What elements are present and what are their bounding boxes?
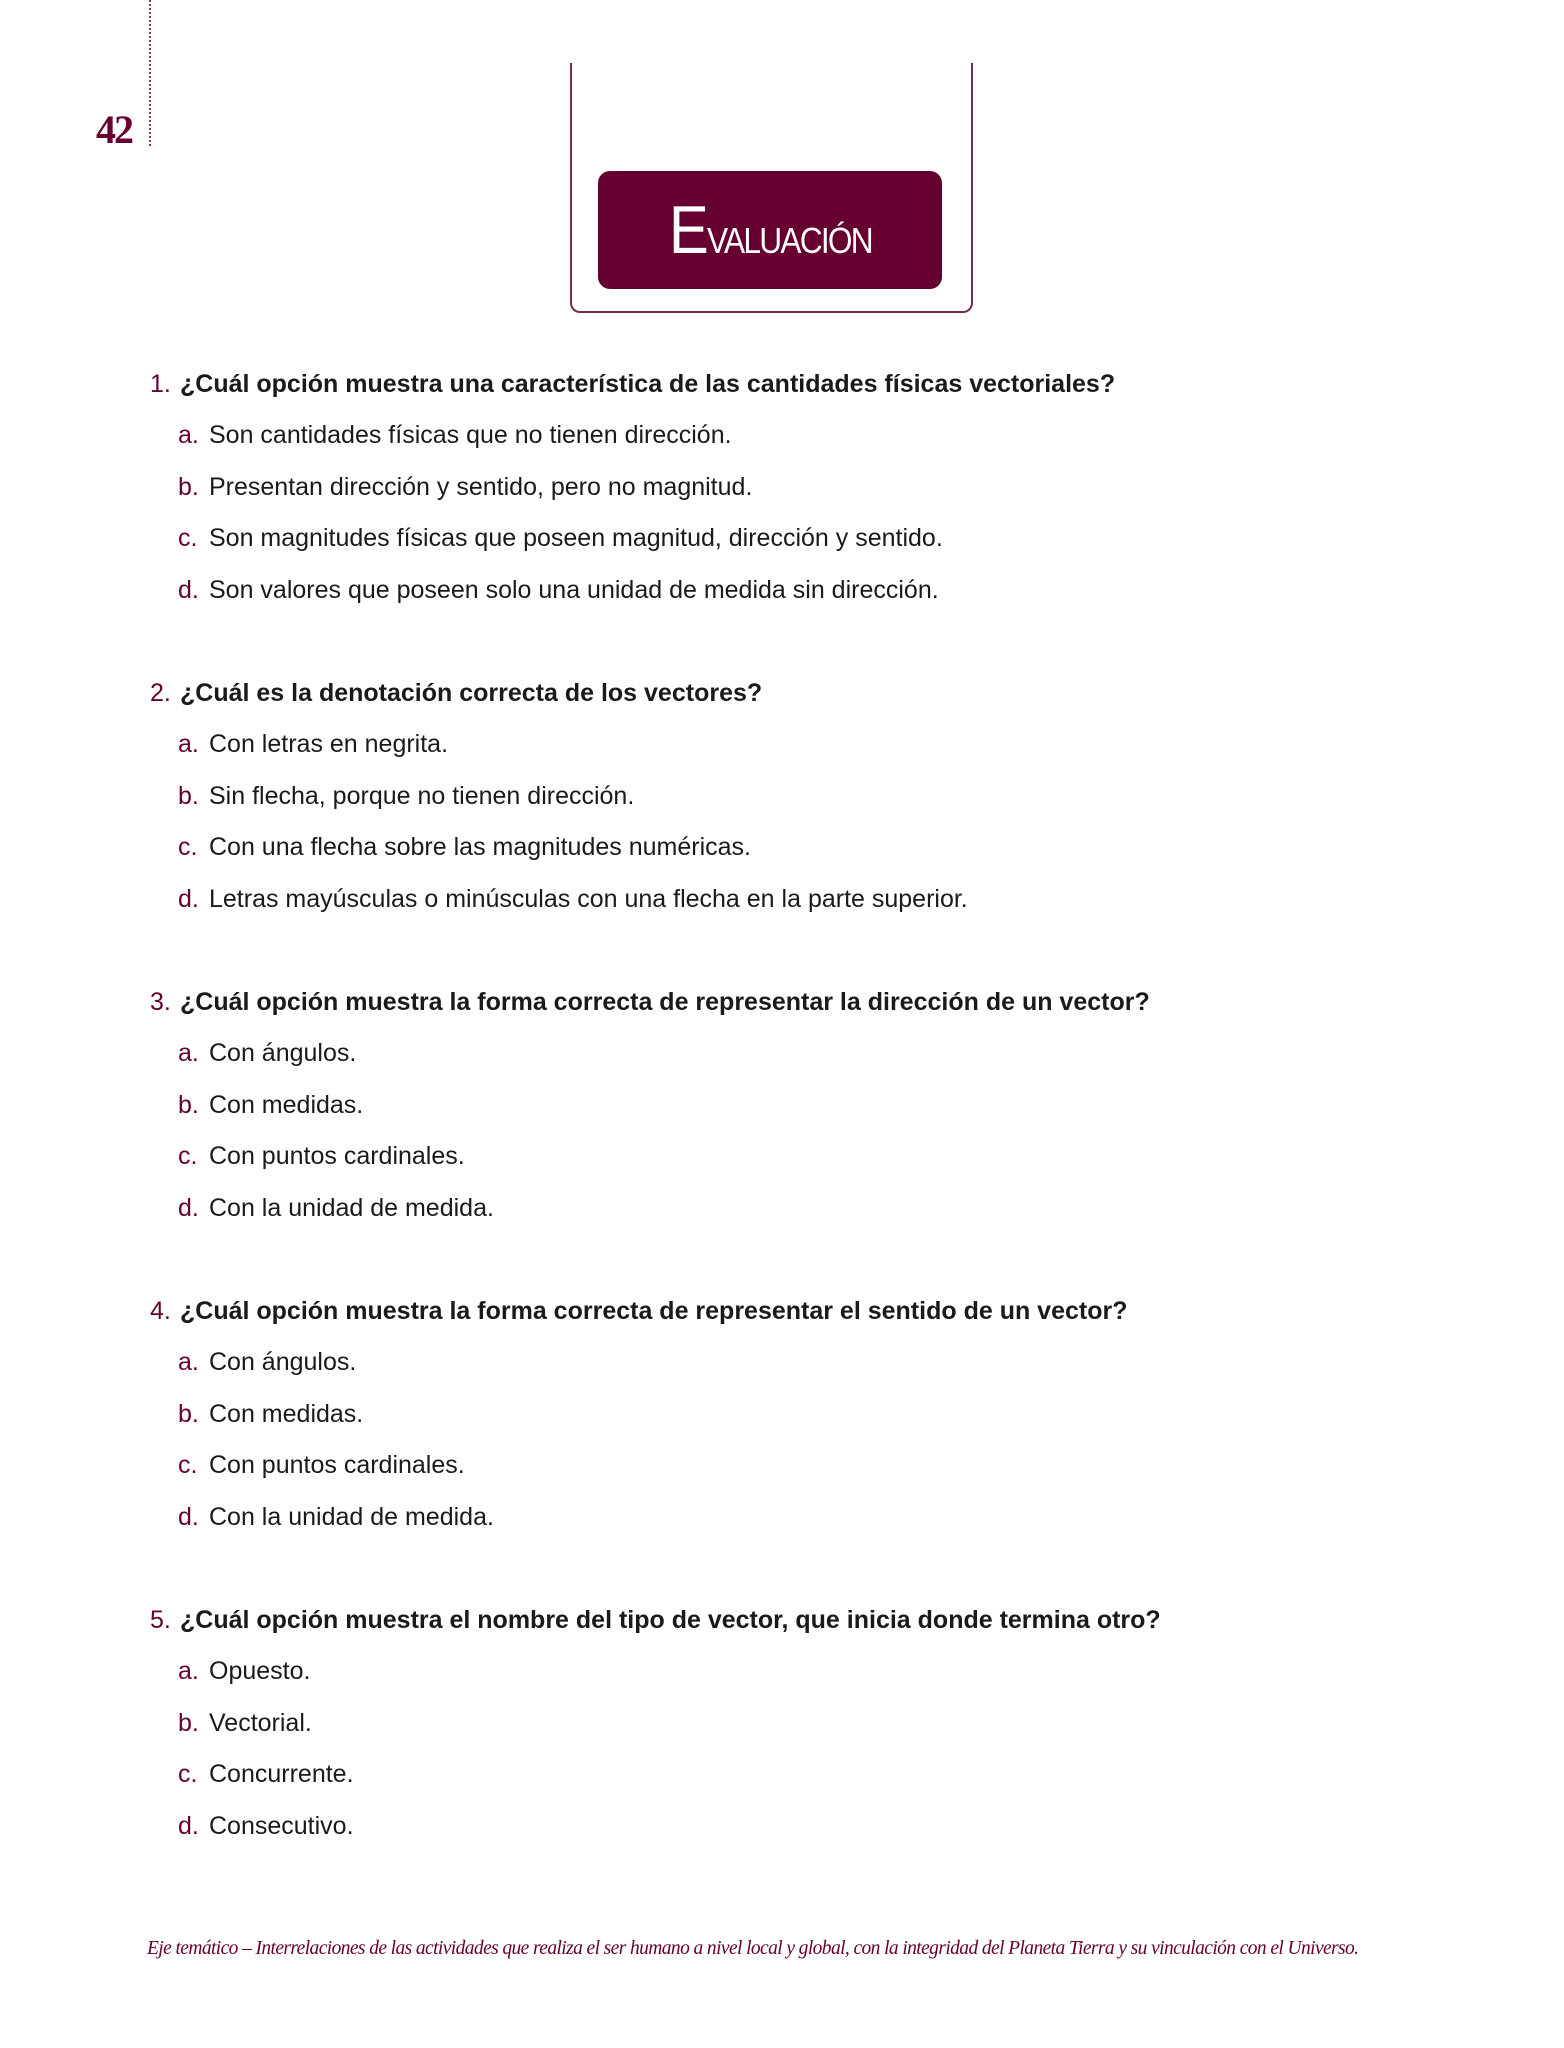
option-letter: a.: [178, 730, 199, 758]
answer-option: [150, 513, 1450, 565]
question-text: [150, 667, 1450, 719]
option-text: Opuesto.: [209, 1657, 311, 1685]
answer-option: [150, 1646, 1450, 1698]
answer-option: [150, 565, 1450, 617]
answer-option: [150, 1183, 1450, 1235]
answer-option: [150, 1492, 1450, 1544]
option-letter: b.: [178, 781, 199, 810]
footer-theme: Eje temático – Interrelaciones de las actividades que realiza el ser humano a nivel local y global, con la integridad del Planeta Tierra y su vinculación con el Universo.: [147, 1938, 1359, 1959]
answer-option: [150, 1698, 1450, 1750]
option-text: Sin flecha, porque no tienen dirección.: [209, 781, 635, 810]
answer-option: [150, 1131, 1450, 1183]
option-text: Con medidas.: [209, 1090, 364, 1119]
option-text: Con medidas.: [209, 1399, 364, 1428]
question-text: [150, 1594, 1450, 1646]
question-4: [150, 1285, 1450, 1543]
option-letter: d.: [178, 1502, 199, 1531]
question-number: 3.: [150, 988, 171, 1016]
option-text: Con letras en negrita.: [209, 730, 449, 758]
option-letter: d.: [178, 1811, 199, 1840]
answer-option: [150, 874, 1450, 926]
question-number: 1.: [150, 370, 171, 398]
option-text: Con puntos cardinales.: [209, 1451, 465, 1480]
option-text: Vectorial.: [209, 1708, 312, 1737]
question-number: 2.: [150, 679, 171, 707]
question-label: ¿Cuál opción muestra una característica de las cantidades físicas vectoriales?: [180, 370, 1116, 398]
option-letter: a.: [178, 1039, 199, 1067]
option-letter: a.: [178, 421, 199, 449]
option-letter: d.: [178, 1193, 199, 1222]
option-text: Son magnitudes físicas que poseen magnitud, dirección y sentido.: [209, 524, 943, 553]
answer-option: [150, 462, 1450, 514]
option-text: Son valores que poseen solo una unidad de medida sin dirección.: [209, 575, 939, 604]
question-number: 5.: [150, 1606, 171, 1634]
answer-option: [150, 1440, 1450, 1492]
answer-option: [150, 1749, 1450, 1801]
answer-option: [150, 719, 1450, 771]
question-label: ¿Cuál opción muestra la forma correcta de representar el sentido de un vector?: [180, 1297, 1128, 1325]
option-text: Con ángulos.: [209, 1039, 357, 1067]
question-1: [150, 358, 1450, 616]
option-text: Con la unidad de medida.: [209, 1502, 494, 1531]
answer-option: [150, 822, 1450, 874]
option-letter: b.: [178, 1708, 199, 1737]
option-letter: c.: [178, 524, 198, 553]
answer-option: [150, 1337, 1450, 1389]
option-letter: b.: [178, 1399, 199, 1428]
answer-option: [150, 1028, 1450, 1080]
question-label: ¿Cuál opción muestra la forma correcta de representar la dirección de un vector?: [180, 988, 1150, 1016]
option-letter: a.: [178, 1348, 199, 1376]
option-text: Concurrente.: [209, 1760, 354, 1789]
question-text: [150, 976, 1450, 1028]
option-text: Letras mayúsculas o minúsculas con una flecha en la parte superior.: [209, 884, 968, 913]
option-letter: c.: [178, 1760, 198, 1789]
answer-option: [150, 1801, 1450, 1853]
question-label: ¿Cuál opción muestra el nombre del tipo de vector, que inicia donde termina otro?: [180, 1606, 1161, 1634]
question-number: 4.: [150, 1297, 171, 1325]
question-text: [150, 1285, 1450, 1337]
option-text: Son cantidades físicas que no tienen dirección.: [209, 421, 732, 449]
option-text: Con ángulos.: [209, 1348, 357, 1376]
option-text: Con puntos cardinales.: [209, 1142, 465, 1171]
option-letter: c.: [178, 833, 198, 862]
option-letter: d.: [178, 884, 199, 913]
option-text: Consecutivo.: [209, 1811, 354, 1840]
option-letter: d.: [178, 575, 199, 604]
question-text: [150, 358, 1450, 410]
option-letter: c.: [178, 1142, 198, 1171]
title-banner: [598, 171, 942, 289]
question-2: [150, 667, 1450, 925]
option-text: Con una flecha sobre las magnitudes numéricas.: [209, 833, 751, 862]
page-title: Evaluación: [668, 192, 872, 268]
option-text: Con la unidad de medida.: [209, 1193, 494, 1222]
answer-option: [150, 1080, 1450, 1132]
option-letter: c.: [178, 1451, 198, 1480]
question-label: ¿Cuál es la denotación correcta de los vectores?: [180, 679, 763, 707]
margin-dotted-line: [149, 0, 151, 146]
option-letter: b.: [178, 472, 199, 501]
page-number: 42: [96, 107, 132, 152]
option-letter: a.: [178, 1657, 199, 1685]
answer-option: [150, 771, 1450, 823]
question-3: [150, 976, 1450, 1234]
question-5: [150, 1594, 1450, 1852]
answer-option: [150, 1389, 1450, 1441]
option-text: Presentan dirección y sentido, pero no magnitud.: [209, 472, 753, 501]
option-letter: b.: [178, 1090, 199, 1119]
answer-option: [150, 410, 1450, 462]
